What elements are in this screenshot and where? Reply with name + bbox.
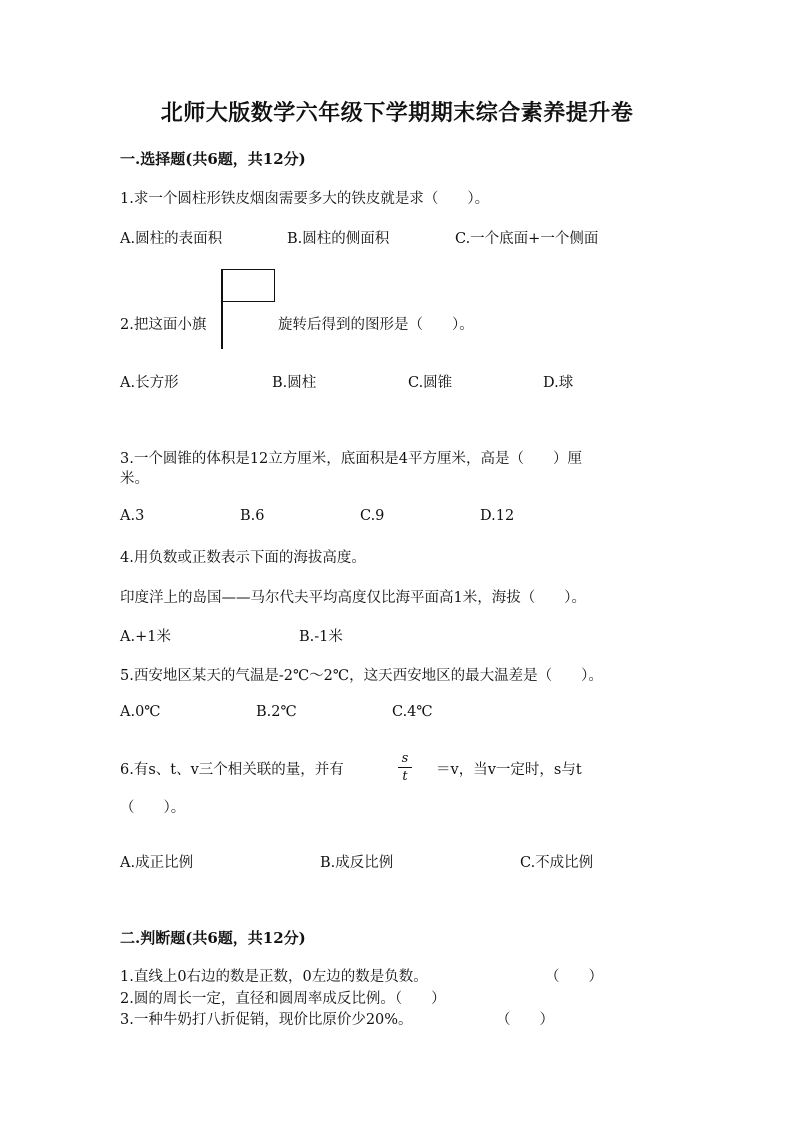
flag-pole (221, 269, 223, 349)
question-3-option-d: D.12 (480, 508, 515, 524)
question-4-sub: 印度洋上的岛国——马尔代夫平均高度仅比海平面高1米，海拔（ ）。 (120, 590, 586, 606)
question-4-stem: 4.用负数或正数表示下面的海拔高度。 (120, 550, 366, 566)
question-3-option-b: B.6 (240, 508, 265, 524)
question-2-option-c: C.圆锥 (408, 375, 453, 391)
judgement-1-text: 1.直线上0右边的数是正数，0左边的数是负数。 (120, 969, 428, 985)
judgement-3-blank: （ ） (496, 1012, 554, 1028)
question-5-option-c: C.4℃ (392, 704, 433, 720)
question-2-option-b: B.圆柱 (272, 375, 317, 391)
question-6-stem-before: 6.有s、t、v三个相关联的量，并有 (120, 762, 344, 778)
judgement-2-text: 2.圆的周长一定，直径和圆周率成反比例。（ ） (120, 991, 446, 1007)
question-3-stem-line1: 3.一个圆锥的体积是12立方厘米，底面积是4平方厘米，高是（ ）厘 (120, 451, 583, 467)
question-6-stem-line2: （ ）。 (120, 800, 186, 816)
section-heading-judgement: 二.判断题(共6题，共12分) (120, 929, 306, 947)
question-5-option-b: B.2℃ (256, 704, 297, 720)
question-3-option-a: A.3 (120, 508, 145, 524)
section-heading-choice: 一.选择题(共6题，共12分) (120, 150, 306, 168)
question-6-option-c: C.不成比例 (520, 855, 594, 871)
question-5-stem: 5.西安地区某天的气温是-2℃～2℃，这天西安地区的最大温差是（ ）。 (120, 668, 603, 684)
judgement-1-blank: （ ） (545, 969, 603, 985)
question-1-option-a: A.圆柱的表面积 (120, 231, 223, 247)
fraction-denominator: t (402, 769, 408, 784)
question-2-stem-after: 旋转后得到的图形是（ ）。 (278, 317, 474, 333)
question-2-option-d: D.球 (543, 375, 574, 391)
question-6-option-a: A.成正比例 (120, 855, 194, 871)
judgement-3-text: 3.一种牛奶打八折促销，现价比原价少20%。 (120, 1012, 413, 1028)
question-1-stem: 1.求一个圆柱形铁皮烟囱需要多大的铁皮就是求（ ）。 (120, 191, 490, 207)
fraction-s-over-t (398, 751, 412, 784)
fraction-numerator: s (401, 751, 409, 766)
question-4-option-b: B.-1米 (299, 629, 343, 645)
question-5-option-a: A.0℃ (120, 704, 161, 720)
question-6-option-b: B.成反比例 (320, 855, 394, 871)
flag-cloth (222, 269, 275, 302)
question-4-option-a: A.+1米 (120, 629, 171, 645)
fraction-bar (398, 767, 412, 768)
question-6-stem-after: ＝v，当v一定时，s与t (436, 762, 582, 778)
question-1-option-b: B.圆柱的侧面积 (287, 231, 390, 247)
question-2-option-a: A.长方形 (120, 375, 179, 391)
question-2-stem-before: 2.把这面小旗 (120, 317, 207, 333)
question-1-option-c: C.一个底面+一个侧面 (455, 231, 599, 247)
question-3-option-c: C.9 (360, 508, 385, 524)
page-title: 北师大版数学六年级下学期期末综合素养提升卷 (160, 100, 634, 126)
question-3-stem-line2: 米。 (120, 471, 149, 487)
